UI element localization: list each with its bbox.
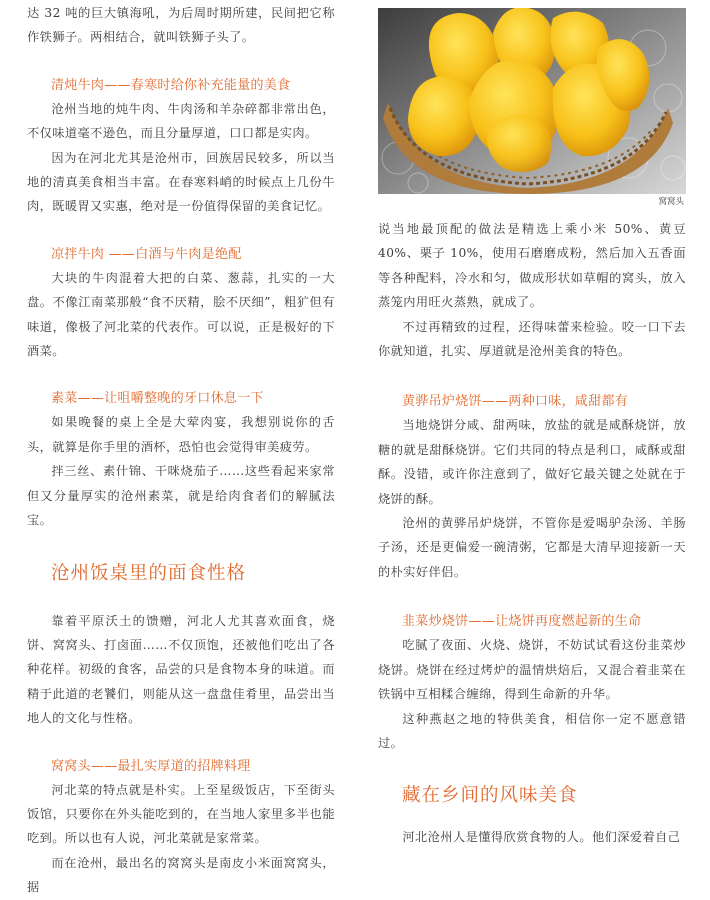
huanghua-paragraph-2: 沧州的黄骅吊炉烧饼，不管你是爱喝驴杂汤、羊肠子汤，还是更偏爱一碗清粥，它都是大清早迎接新一天的朴实好伴侣。: [378, 516, 686, 579]
noodles-paragraph: 靠着平原沃土的馈赠，河北人尤其喜欢面食，烧饼、窝窝头、打卤面……不仅顶饱，还被他们吃出了各种花样。初级的食客，品尝的只是食物本身的味道。而精于此道的老饕们，则能从这一盘盘佳肴里，品尝出当地人的文化与性格。: [27, 613, 335, 726]
vegetables-paragraph-1: 如果晚餐的桌上全是大荤肉宴，我想别说你的舌头，就算是你手里的酒杯，恐怕也会觉得审美疲劳。: [27, 415, 335, 454]
heading-beef-stew: 清炖牛肉——春寒时给你补充能量的美食: [51, 77, 291, 93]
wowotou-photo: [378, 8, 686, 194]
village-paragraph: 河北沧州人是懂得欣赏食物的人。他们深爱着自己: [402, 830, 681, 845]
left-column: [27, 0, 335, 900]
section-title-village: 藏在乡间的风味美食: [402, 785, 578, 807]
heading-cold-beef: 凉拌牛肉 ——白酒与牛肉是绝配: [51, 246, 242, 262]
photo-caption: 窝窝头: [658, 197, 684, 207]
beef-stew-paragraph-1: 沧州当地的炖牛肉、牛肉汤和羊杂碎都非常出色，不仅味道毫不逊色，而且分量厚道，口口都是实肉。: [27, 101, 335, 141]
heading-wowotou: 窝窝头——最扎实厚道的招牌料理: [51, 758, 251, 774]
vegetables-paragraph-2: 拌三丝、素什锦、干咪烧茄子……这些看起来家常但又分量厚实的沧州素菜，就是给肉食者们的解腻法宝。: [27, 464, 335, 528]
wowotou-recipe-paragraph: 说当地最顶配的做法是精选上乘小米 50%、黄豆 40%、栗子 10%，使用石磨磨成粉，然后加入五香面等各种配料，冷水和匀，做成形状如草帽的窝头，放入蒸笼内用旺火蒸熟，就成了。: [378, 222, 686, 310]
beef-stew-paragraph-2: 因为在河北尤其是沧州市，回族居民较多，所以当地的清真美食相当丰富。在春寒料峭的时候点上几份牛肉，既暖胃又实惠，绝对是一份值得保留的美食记忆。: [27, 150, 335, 214]
heading-vegetables: 素菜——让咀嚼整晚的牙口休息一下: [51, 391, 264, 407]
section-title-noodles: 沧州饭桌里的面食性格: [51, 562, 247, 584]
wowotou-taste-paragraph: 不过再精致的过程，还得味蕾来检验。咬一口下去你就知道，扎实、厚道就是沧州美食的特色。: [378, 319, 686, 359]
heading-leek-shaobing: 韭菜炒烧饼——让烧饼再度燃起新的生命: [402, 614, 642, 630]
leek-paragraph-2: 这种燕赵之地的特供美食，相信你一定不愿意错过。: [378, 711, 686, 750]
right-column: [378, 217, 686, 850]
cold-beef-paragraph: 大块的牛肉混着大把的白菜、葱蒜，扎实的一大盘。不像江南菜那般“食不厌精，脍不厌细”，粗犷但有味道，像极了河北菜的代表作。可以说，正是极好的下酒菜。: [27, 270, 335, 359]
wowotou-paragraph-2: 而在沧州，最出名的窝窝头是南皮小米面窝窝头，据: [27, 855, 335, 895]
huanghua-paragraph-1: 当地烧饼分咸、甜两味，放盐的就是咸酥烧饼，放糖的就是甜酥烧饼。它们共同的特点是利口，咸酥或甜酥。没错，或许你注意到了，做好它最关键之处就在于烧饼的酥。: [378, 418, 686, 506]
leek-paragraph-1: 吃腻了夜面、火烧、烧饼，不妨试试看这份韭菜炒烧饼。烧饼在经过烤炉的温情烘焙后，又混合着韭菜在铁锅中互相糅合缠绵，得到生命新的升华。: [378, 638, 686, 702]
heading-huanghua-shaobing: 黄骅吊炉烧饼——两种口味，咸甜都有: [402, 394, 629, 410]
intro-paragraph: 达 32 吨的巨大镇海吼，为后周时期所建，民间把它称作铁狮子。两相结合，就叫铁狮子头了。: [27, 6, 335, 45]
wowotou-paragraph-1: 河北菜的特点就是朴实。上至星级饭店，下至街头饭馆，只要你在外头能吃到的，在当地人家里多半也能吃到。所以也有人说，河北菜就是家常菜。: [27, 782, 335, 846]
